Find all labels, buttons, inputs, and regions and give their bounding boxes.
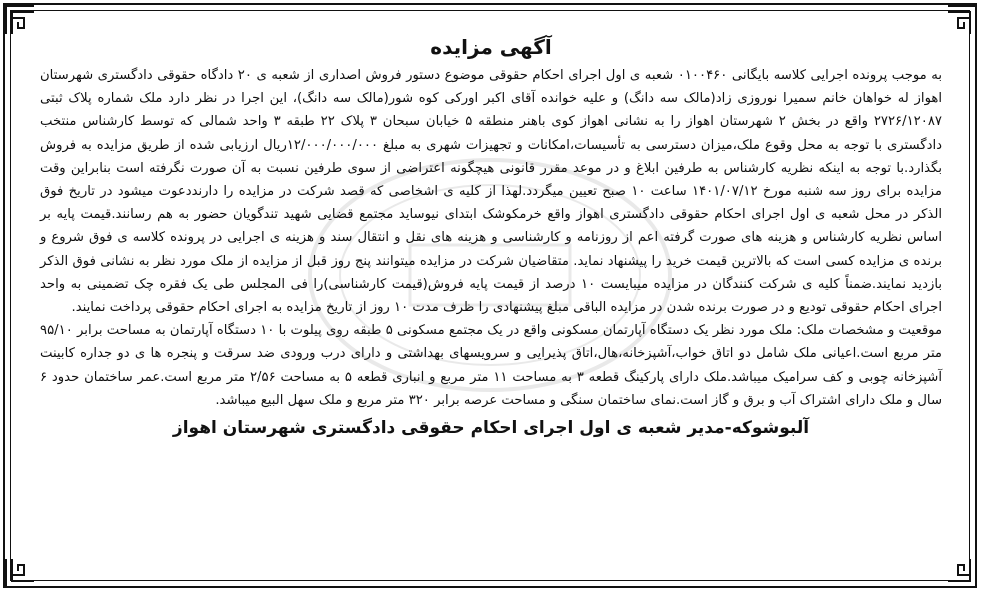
notice-title: آگهی مزایده: [430, 35, 552, 59]
notice-body: [40, 34, 942, 440]
greek-key-corner-icon: [4, 557, 36, 589]
notice-paragraph-main: به موجب پرونده اجرایی کلاسه بایگانی ۰۱۰۰۴۶۰ شعبه ی اول اجرای احکام حقوقی موضوع دستور فروش اصداری از شعبه ی ۲۰ دادگاه حقوقی دادگستری شهرستان اهواز له خواهان خانم سمیرا نوروزی زاد(مالک سه دانگ) و علیه خوانده آقای اکبر اورکی کوه شور(مالک سه دانگ)، این اجرا در نظر دارد ملک شماره پلاک ثبتی ۲۷۲۶/۱۲۰۸۷ واقع در بخش ۲ شهرستان اهواز را به نشانی اهواز کوی باهنر منطقه ۵ خیابان سبحان ۳ پلاک ۲۲ طبقه ۳ واحد شمالی که توسط کارشناس منتخب دادگستری با توجه به محل وقوع ملک،میزان دسترسی به تأسیسات،امکانات و تجهیزات شهری به مبلغ ۱۲/۰۰۰/۰۰۰/۰۰۰ریال ارزیابی شده از طریق مزایده به فروش بگذارد.با توجه به اینکه نظریه کارشناس به طرفین ابلاغ و در موعد مقرر قانونی هیچگونه اعتراضی از سوی طرفین نسبت به آن صورت نگرفته است بنابراین وقت مزایده برای روز سه شنبه مورخ ۱۴۰۱/۰۷/۱۲ ساعت ۱۰ صبح تعیین میگردد.لهذا از کلیه ی اشخاصی که قصد شرکت در مزایده را دارنددعوت میشود در تاریخ فوق الذکر در محل شعبه ی اول اجرای احکام حقوقی دادگستری اهواز واقع خرمکوشک ابتدای نیوساید مجتمع قضایی شهید تندگویان حضور به هم رسانند.قیمت پایه بر اساس نظریه کارشناس و هزینه های صورت گرفته اعم از روزنامه و کارشناسی و هزینه های نقل و انتقال سند و هزینه ی اجرایی در پرونده کلاسه ی فوق شروع و برنده ی مزایده کسی است که بالاترین قیمت خرید را پیشنهاد نماید. متقاضیان شرکت در مزایده میتوانند پنج روز قبل از مزایده از ملک مورد نظر به نشانی فوق الذکر بازدید نمایند.ضمناً کلیه ی شرکت کنندگان در مزایده میبایست ۱۰ درصد از قیمت پایه فروش(قیمت کارشناسی)را فی المجلس طی یک فقره چک تضمینی به واحد اجرای احکام حقوقی تودیع و در صورت برنده شدن در مزایده الباقی مبلغ پیشنهادی را ظرف مدت ۱۰ روز از تاریخ مزایده به اجرای احکام حقوقی پرداخت نمایند.: [40, 68, 943, 316]
greek-key-corner-icon: [946, 557, 978, 589]
greek-key-corner-icon: [946, 4, 978, 36]
greek-key-corner-icon: [4, 4, 36, 36]
notice-signature: آلبوشوکه-مدیر شعبه ی اول اجرای احکام حقوقی دادگستری شهرستان اهواز: [172, 418, 810, 439]
notice-paragraph-property: موقعیت و مشخصات ملک: ملک مورد نظر یک دستگاه آپارتمان مسکونی واقع در یک مجتمع مسکونی ۵ طبقه روی پیلوت با ۱۰ دستگاه آپارتمان به مساحت برابر ۹۵/۱۰ متر مربع است.اعیانی ملک شامل دو اتاق خواب،آشپزخانه،هال،اتاق پذیرایی و سرویسهای بهداشتی و دارای درب ورودی ضد سرقت و پنجره ها ی دو جداره کابینت آشپزخانه چوبی و کف سرامیک میباشد.ملک دارای پارکینگ قطعه ۳ به مساحت ۱۱ متر مربع و انباری قطعه ۵ به مساحت ۲/۵۶ متر مربع است.عمر ساختمان حدود ۶ سال و ملک دارای اشتراک آب و برق و گاز است.نمای ساختمان سنگی و مساحت عرصه برابر ۳۲۰ متر مربع و ملک سهل البیع میباشد.: [40, 323, 943, 408]
